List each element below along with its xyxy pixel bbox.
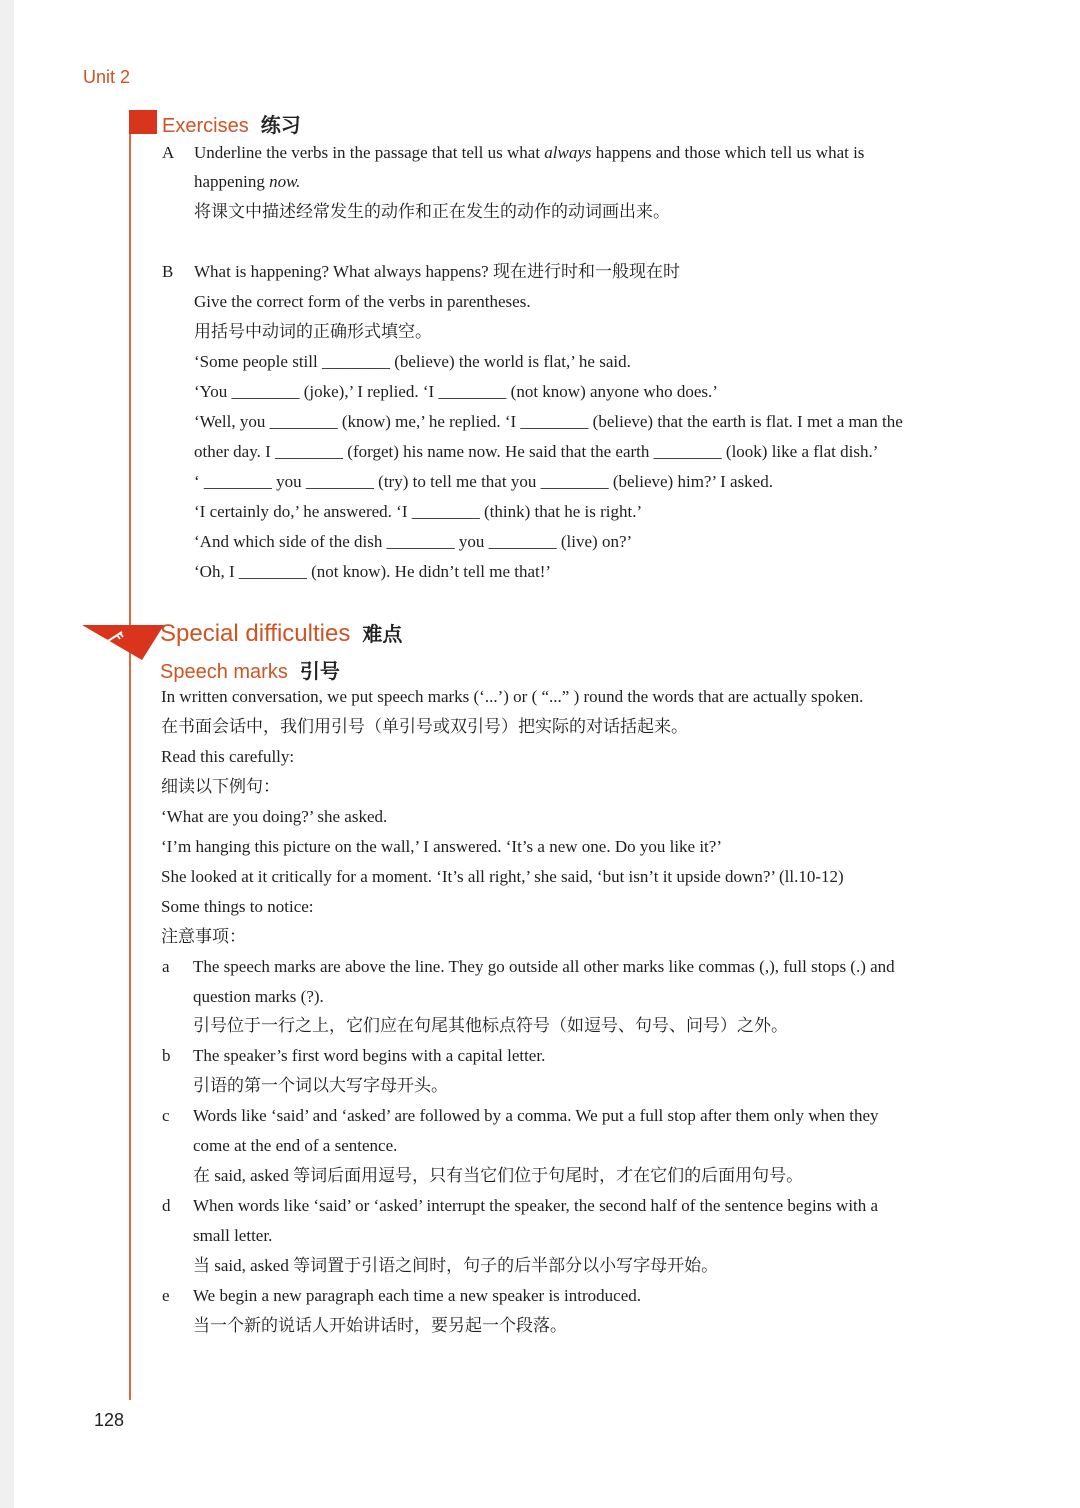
key-icon bbox=[82, 620, 164, 662]
exercise-b-line: ‘Oh, I ________ (not know). He didn’t tell me that!’ bbox=[194, 562, 552, 581]
special-title-zh: 难点 bbox=[362, 624, 403, 646]
exercise-b-line: ‘Some people still ________ (believe) the world is flat,’ he said. bbox=[194, 352, 631, 371]
text: Underline the verbs in the passage that tell us what bbox=[194, 143, 545, 162]
special-title: Special difficulties bbox=[160, 620, 351, 647]
exercise-a-line-2 bbox=[194, 172, 300, 192]
note-e-label: e bbox=[162, 1286, 170, 1305]
exercise-b-label: B bbox=[162, 262, 174, 281]
note-c-line: Words like ‘said’ and ‘asked’ are followed by a comma. We put a full stop after them only when they bbox=[193, 1106, 879, 1125]
exercise-a-line-3: 将课文中描述经常发生的动作和正在发生的动作的动词画出来。 bbox=[194, 202, 670, 221]
exercises-marker bbox=[129, 110, 157, 134]
exercise-b-line: ‘I certainly do,’ he answered. ‘I ________ (think) that he is right.’ bbox=[194, 502, 643, 521]
exercise-b-line: other day. I ________ (forget) his name now. He said that the earth ________ (look) like a flat dish.’ bbox=[194, 442, 879, 461]
note-d-line: When words like ‘said’ or ‘asked’ interrupt the speaker, the second half of the sentence begins with a bbox=[193, 1196, 879, 1215]
exercise-b-line: 用括号中动词的正确形式填空。 bbox=[194, 322, 432, 341]
exercises-title: Exercises bbox=[162, 115, 249, 137]
note-b-line: The speaker’s first word begins with a capital letter. bbox=[193, 1046, 546, 1065]
exercise-b-line: ‘You ________ (joke),’ I replied. ‘I ________ (not know) anyone who does.’ bbox=[194, 382, 718, 401]
exercise-b-line: What is happening? What always happens? 现在进行时和一般现在时 bbox=[194, 262, 680, 281]
note-c-line: come at the end of a sentence. bbox=[193, 1136, 398, 1155]
note-c-label: c bbox=[162, 1106, 170, 1125]
special-line: Read this carefully: bbox=[161, 747, 295, 766]
exercise-a-line-1 bbox=[194, 143, 864, 163]
note-b-line: 引语的第一个词以大写字母开头。 bbox=[193, 1076, 448, 1095]
note-a-line: 引号位于一行之上，它们应在句尾其他标点符号（如逗号、句号、问号）之外。 bbox=[193, 1016, 788, 1035]
text: happening bbox=[194, 172, 270, 191]
emphasis: now. bbox=[269, 172, 301, 191]
text: happens and those which tell us what is bbox=[591, 143, 865, 162]
special-line: ‘What are you doing?’ she asked. bbox=[161, 807, 388, 826]
note-e-line: 当一个新的说话人开始讲话时，要另起一个段落。 bbox=[193, 1316, 567, 1335]
exercise-b-line: ‘ ________ you ________ (try) to tell me that you ________ (believe) him?’ I asked. bbox=[194, 472, 773, 491]
exercise-b-line: Give the correct form of the verbs in parentheses. bbox=[194, 292, 531, 311]
special-line: Some things to notice: bbox=[161, 897, 314, 916]
note-c-line: 在 said, asked 等词后面用逗号，只有当它们位于句尾时，才在它们的后面用句号。 bbox=[193, 1166, 804, 1185]
special-line: She looked at it critically for a moment. ‘It’s all right,’ she said, ‘but isn’t it upside down?’ (ll.10-12) bbox=[161, 867, 844, 886]
note-d-label: d bbox=[162, 1196, 171, 1215]
special-line: In written conversation, we put speech marks (‘...’) or ( “...” ) round the words that are actually spoken. bbox=[161, 687, 864, 706]
speech-marks-heading bbox=[160, 655, 340, 684]
note-d-line: small letter. bbox=[193, 1226, 273, 1245]
note-a-line: question marks (?). bbox=[193, 987, 324, 1006]
special-line: 注意事项： bbox=[161, 927, 246, 946]
exercises-title-zh: 练习 bbox=[260, 115, 301, 137]
special-difficulties-heading bbox=[160, 618, 402, 648]
special-line: ‘I’m hanging this picture on the wall,’ I answered. ‘It’s a new one. Do you like it?’ bbox=[161, 837, 722, 856]
speech-marks-title-zh: 引号 bbox=[299, 661, 340, 683]
exercise-b-line: ‘Well, you ________ (know) me,’ he replied. ‘I ________ (believe) that the earth is flat. I met a man the bbox=[194, 412, 903, 431]
special-line: 在书面会话中，我们用引号（单引号或双引号）把实际的对话括起来。 bbox=[161, 717, 688, 736]
note-d-line: 当 said, asked 等词置于引语之间时，句子的后半部分以小写字母开始。 bbox=[193, 1256, 719, 1275]
emphasis: always bbox=[544, 143, 592, 162]
margin-rule bbox=[129, 132, 131, 1400]
note-e-line: We begin a new paragraph each time a new speaker is introduced. bbox=[193, 1286, 641, 1305]
note-a-label: a bbox=[162, 957, 170, 976]
page-number: 128 bbox=[94, 1410, 125, 1430]
special-line: 细读以下例句： bbox=[161, 777, 280, 796]
note-a-line: The speech marks are above the line. They go outside all other marks like commas (,), full stops (.) and bbox=[193, 957, 895, 976]
speech-marks-title: Speech marks bbox=[160, 661, 288, 683]
note-b-label: b bbox=[162, 1046, 171, 1065]
exercise-b-line: ‘And which side of the dish ________ you ________ (live) on?’ bbox=[194, 532, 633, 551]
exercise-a-label: A bbox=[162, 143, 175, 162]
exercises-heading bbox=[162, 109, 301, 138]
unit-label: Unit 2 bbox=[83, 67, 131, 87]
